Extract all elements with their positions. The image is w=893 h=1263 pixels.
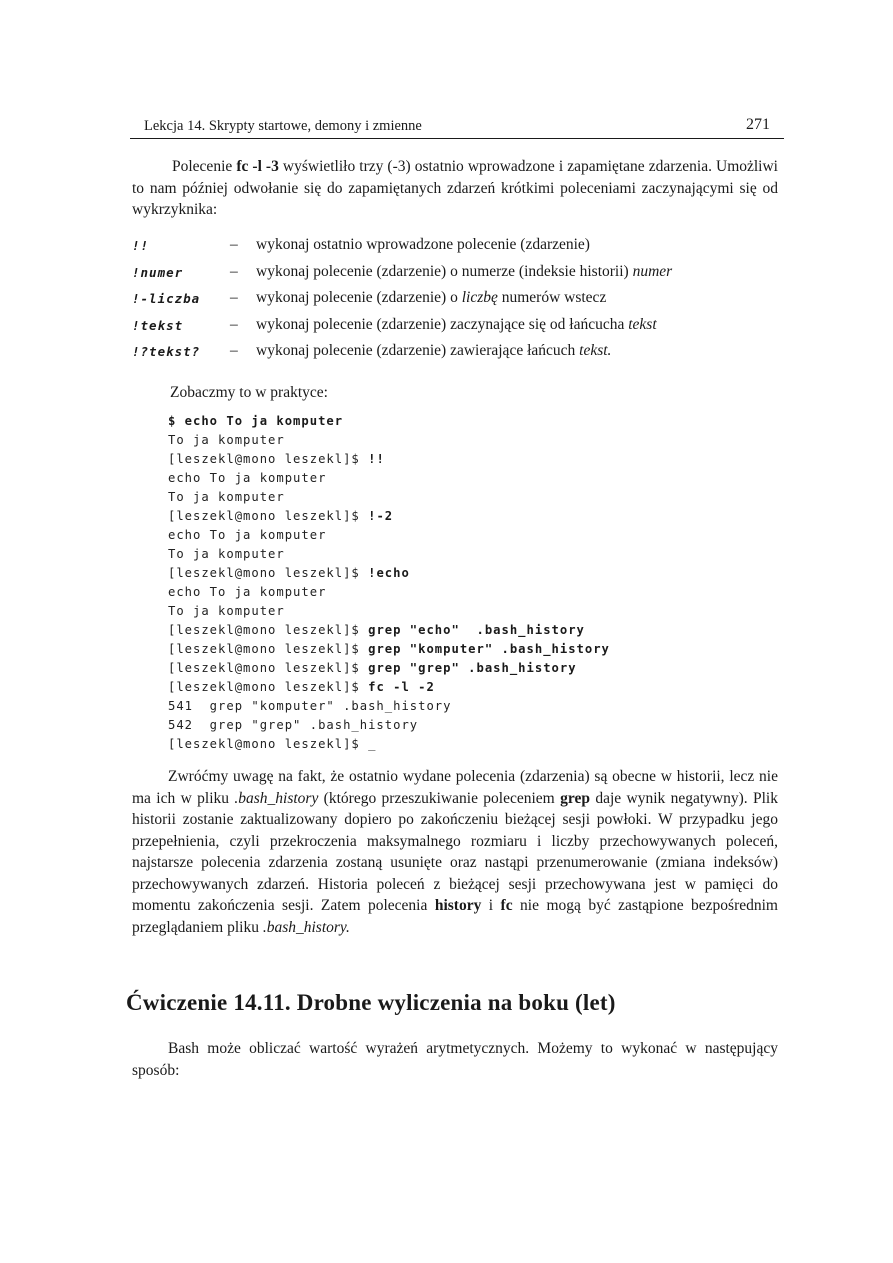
code-line (168, 469, 768, 488)
command-fc: fc -l -3 (236, 158, 279, 175)
terminal-output: echo To ja komputer (168, 471, 327, 485)
terminal-input: grep "echo" .bash_history (368, 623, 585, 637)
text: Polecenie (172, 158, 237, 175)
shortcut-row (132, 263, 782, 290)
text: daje wynik negatywny). Plik historii zostanie zaktualizowany dopiero po zakończeniu bieżącej sesji powłoki. W przypadku jego przepełnienia, czyli przekroczenia maksymalnego rozmiaru i liczby przechowywanych poleceń, najstarsze polecenia zdarzenia zostaną usunięte oraz nastąpi przenumerowanie (zmiana indeksów) przechowywanych zdarzeń. Historia poleceń z bieżącej sesji przechowywana jest w pamięci do momentu zakończenia sesji. Zatem polecenia (132, 789, 778, 914)
terminal-input: grep "komputer" .bash_history (368, 642, 610, 656)
code-line (168, 545, 768, 564)
text: i (481, 897, 501, 914)
code-line (168, 621, 768, 640)
terminal-input: fc -l -2 (368, 680, 435, 694)
terminal-listing (168, 412, 768, 754)
terminal-output: To ja komputer (168, 604, 285, 618)
terminal-input: !! (368, 452, 385, 466)
terminal-output: [leszekl@mono leszekl]$ (168, 642, 369, 656)
shortcut-command: !! (132, 238, 150, 253)
shortcut-description (256, 316, 657, 334)
code-intro: Zobaczmy to w praktyce: (170, 384, 328, 401)
shortcut-description (256, 289, 606, 307)
terminal-input: !echo (368, 566, 410, 580)
shortcut-command: !?tekst? (132, 344, 201, 359)
terminal-input: !-2 (368, 509, 394, 523)
dash: – (230, 342, 238, 359)
emphasis: liczbę (461, 289, 498, 306)
terminal-input: grep "grep" .bash_history (368, 661, 577, 675)
text: wykonaj polecenie (zdarzenie) o numerze (indeksie historii) (256, 262, 633, 280)
text: wykonaj polecenie (zdarzenie) zawierające łańcuch (256, 342, 580, 359)
code-line (168, 697, 768, 716)
code-line (168, 526, 768, 545)
code-line (168, 716, 768, 735)
text: wykonaj polecenie (zdarzenie) zaczynające się od łańcucha (256, 315, 629, 333)
text: (którego przeszukiwanie poleceniem (318, 789, 561, 807)
terminal-output: [leszekl@mono leszekl]$ (168, 452, 369, 466)
emphasis: tekst. (579, 342, 612, 359)
terminal-output: 542 grep "grep" .bash_history (168, 718, 419, 732)
text: numerów wstecz (497, 289, 607, 306)
text: wyświetliło trzy (-3) ostatnio wprowadzone i zapamiętane zdarzenia. Umożliwi to nam później odwołanie się do zapamiętanych zdarzeń krótkimi poleceniami zaczynającymi się od wykrzyknika: (132, 158, 778, 218)
terminal-output: [leszekl@mono leszekl]$ (168, 623, 369, 637)
code-line (168, 507, 768, 526)
terminal-output: To ja komputer (168, 490, 285, 504)
terminal-output: [leszekl@mono leszekl]$ _ (168, 737, 377, 751)
terminal-output: [leszekl@mono leszekl]$ (168, 680, 369, 694)
filename: .bash_history (234, 789, 319, 807)
code-line (168, 488, 768, 507)
code-line (168, 450, 768, 469)
command-fc: fc (500, 897, 513, 914)
code-line (168, 678, 768, 697)
shortcut-row (132, 342, 782, 369)
chapter-title: Lekcja 14. Skrypty startowe, demony i zmienne (144, 118, 422, 134)
code-line (168, 583, 768, 602)
paragraph-let-intro: Bash może obliczać wartość wyrażeń arytmetycznych. Możemy to wykonać w następujący sposób: (132, 1040, 778, 1079)
terminal-output: [leszekl@mono leszekl]$ (168, 661, 369, 675)
dash: – (230, 315, 238, 333)
code-line (168, 412, 768, 431)
shortcut-command: !tekst (132, 317, 184, 333)
paragraph-history-notes (132, 766, 778, 938)
text: wykonaj ostatnio wprowadzone polecenie (zdarzenie) (256, 236, 590, 253)
emphasis: numer (632, 262, 673, 280)
shortcut-description (256, 342, 611, 360)
dash: – (230, 289, 238, 306)
code-line (168, 564, 768, 583)
terminal-output: [leszekl@mono leszekl]$ (168, 566, 369, 580)
dash: – (230, 236, 238, 253)
running-header (130, 112, 784, 139)
shortcut-row (132, 316, 782, 343)
paragraph-fc-intro (132, 156, 778, 221)
terminal-output: To ja komputer (168, 433, 285, 447)
history-shortcuts-list (132, 236, 782, 369)
code-line (168, 602, 768, 621)
filename: .bash_history. (262, 918, 350, 936)
command-history: history (434, 897, 482, 914)
text: wykonaj polecenie (zdarzenie) o (256, 289, 462, 306)
text: nie mogą być zastąpione bezpośrednim przeglądaniem pliku (132, 897, 778, 936)
code-line (168, 431, 768, 450)
section-heading: Ćwiczenie 14.11. Drobne wyliczenia na boku (let) (126, 990, 616, 1015)
terminal-output: echo To ja komputer (168, 585, 327, 599)
code-line (168, 659, 768, 678)
shortcut-row (132, 289, 782, 316)
dash: – (230, 262, 238, 280)
terminal-output: To ja komputer (168, 547, 285, 561)
shortcut-description (256, 263, 672, 281)
shortcut-command: !-liczba (132, 291, 201, 306)
shortcut-row (132, 236, 782, 263)
page-number: 271 (746, 116, 770, 133)
emphasis: tekst (628, 315, 657, 333)
terminal-output: echo To ja komputer (168, 528, 327, 542)
shortcut-description (256, 236, 590, 254)
command-grep: grep (560, 789, 590, 807)
terminal-input: $ echo To ja komputer (168, 414, 344, 428)
terminal-output: 541 grep "komputer" .bash_history (168, 699, 452, 713)
shortcut-command: !numer (132, 264, 184, 280)
code-line (168, 735, 768, 754)
code-line (168, 640, 768, 659)
terminal-output: [leszekl@mono leszekl]$ (168, 509, 369, 523)
text: Zwróćmy uwagę na fakt, że ostatnio wydane polecenia (zdarzenia) są obecne w historii, lecz nie ma ich w pliku (132, 768, 778, 807)
